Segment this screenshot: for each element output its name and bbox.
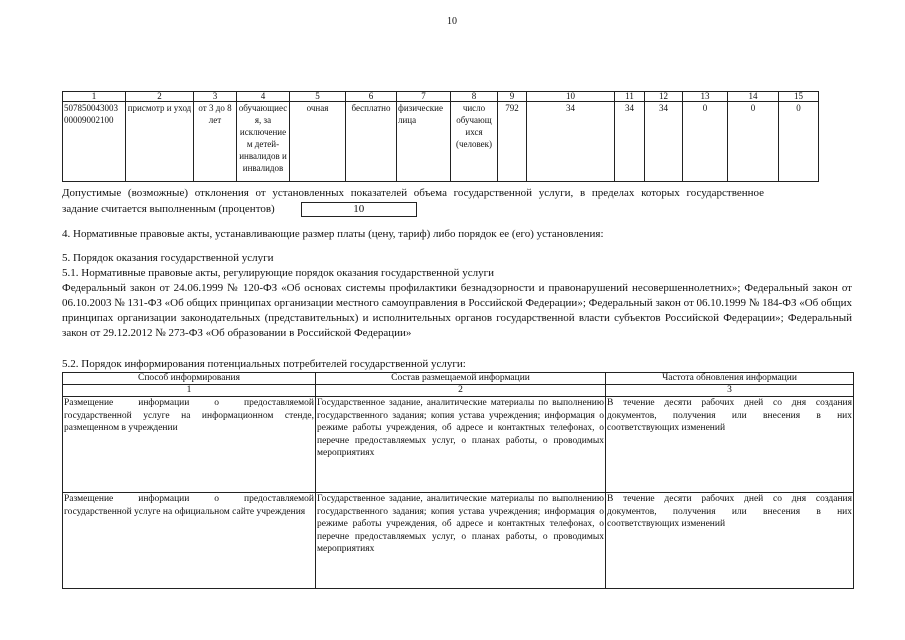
table-header-row — [63, 373, 854, 385]
section-5-2-title: 5.2. Порядок информирования потенциальных потребителей государственной услуги: — [62, 358, 466, 370]
payment-cell: бесплатно — [346, 102, 397, 182]
column-number: 2 — [126, 92, 194, 102]
consumers-cell: физические лица — [397, 102, 451, 182]
service-name-cell: присмотр и уход — [126, 102, 194, 182]
column-number: 1 — [63, 385, 316, 397]
column-number: 6 — [346, 92, 397, 102]
column-number: 3 — [194, 92, 237, 102]
table-row — [63, 493, 854, 589]
method-cell: Размещение информации о предоставляемой государственной услуге на информационном стенде, размещенном в учреждении — [63, 397, 316, 493]
column-header: Состав размещаемой информации — [316, 373, 606, 385]
table-header-row — [63, 92, 819, 102]
column-header: Способ информирования — [63, 373, 316, 385]
column-number: 8 — [451, 92, 498, 102]
section-4-heading: 4. Нормативные правовые акты, устанавливающие размер платы (цену, тариф) либо порядок ее (его) установления: — [62, 228, 604, 240]
frequency-cell: В течение десяти рабочих дней со дня создания документов, получения или внесения в них соответствующих изменений — [606, 397, 854, 493]
age-cell: от 3 до 8 лет — [194, 102, 237, 182]
registry-code-cell: 507850043003 00009002100 — [63, 102, 126, 182]
deviation-value-box: 10 — [301, 202, 417, 217]
deviation-paragraph — [62, 186, 862, 217]
column-number: 1 — [63, 92, 126, 102]
section-5-title: 5. Порядок оказания государственной услуги — [62, 252, 274, 264]
column-number: 3 — [606, 385, 854, 397]
column-header: Частота обновления информации — [606, 373, 854, 385]
column-number: 13 — [683, 92, 728, 102]
page-number: 10 — [447, 16, 457, 27]
section-5-1-title: 5.1. Нормативные правовые акты, регулирующие порядок оказания государственной услуги — [62, 267, 494, 279]
column-number: 15 — [779, 92, 819, 102]
deviation-text: Допустимые (возможные) отклонения от установленных показателей объема государственной услуги, в пределах которых государственное — [62, 187, 764, 199]
column-number: 4 — [237, 92, 290, 102]
method-cell: Размещение информации о предоставляемой государственной услуге на официальном сайте учреждения — [63, 493, 316, 589]
column-number: 2 — [316, 385, 606, 397]
section-5-1-text: Федеральный закон от 24.06.1999 № 120-ФЗ «Об основах системы профилактики безнадзорности и правонарушений несовершеннолетних»; Федеральный закон от 06.10.2003 № 131-ФЗ «Об общих принципах организации местного самоуправления в Российской Федерации»; Федеральный закон от 06.10.1999 № 184-ФЗ «Об общих принципах организации законодательных (представительных) и исполнительных органов государственной власти субъектов Российской Федерации»; Федеральный закон от 29.12.2012 № 273-ФЗ «Об образовании в Российской Федерации» — [62, 282, 852, 339]
value-cell: 34 — [527, 102, 615, 182]
table-number-row — [63, 385, 854, 397]
value-cell: 0 — [779, 102, 819, 182]
value-cell: 0 — [728, 102, 779, 182]
value-cell: 34 — [645, 102, 683, 182]
column-number: 10 — [527, 92, 615, 102]
form-cell: очная — [290, 102, 346, 182]
indicator-cell: число обучающ ихся (человек) — [451, 102, 498, 182]
deviation-label: задание считается выполненным (процентов) — [62, 203, 275, 216]
column-number: 11 — [615, 92, 645, 102]
volume-indicators-table — [62, 91, 819, 182]
information-methods-table — [62, 372, 854, 589]
column-number: 14 — [728, 92, 779, 102]
table-row — [63, 397, 854, 493]
unit-code-cell: 792 — [498, 102, 527, 182]
content-cell: Государственное задание, аналитические материалы по выполнению государственного задания; копия устава учреждения; информация о режиме работы учреждения, об адресе и контактных телефонах, о перечне предоставляемых услуг, о планах работы, о проводимых мероприятиях — [316, 397, 606, 493]
column-number: 7 — [397, 92, 451, 102]
column-number: 9 — [498, 92, 527, 102]
table-row — [63, 102, 819, 182]
column-number: 12 — [645, 92, 683, 102]
value-cell: 0 — [683, 102, 728, 182]
content-cell: Государственное задание, аналитические материалы по выполнению государственного задания; копия устава учреждения; информация о режиме работы учреждения, об адресе и контактных телефонах, о перечне предоставляемых услуг, о планах работы, о проводимых мероприятиях — [316, 493, 606, 589]
column-number: 5 — [290, 92, 346, 102]
frequency-cell: В течение десяти рабочих дней со дня создания документов, получения или внесения в них соответствующих изменений — [606, 493, 854, 589]
category-cell: обучающиес я, за исключение м детей-инвалидов и инвалидов — [237, 102, 290, 182]
section-5-block — [62, 251, 852, 341]
value-cell: 34 — [615, 102, 645, 182]
